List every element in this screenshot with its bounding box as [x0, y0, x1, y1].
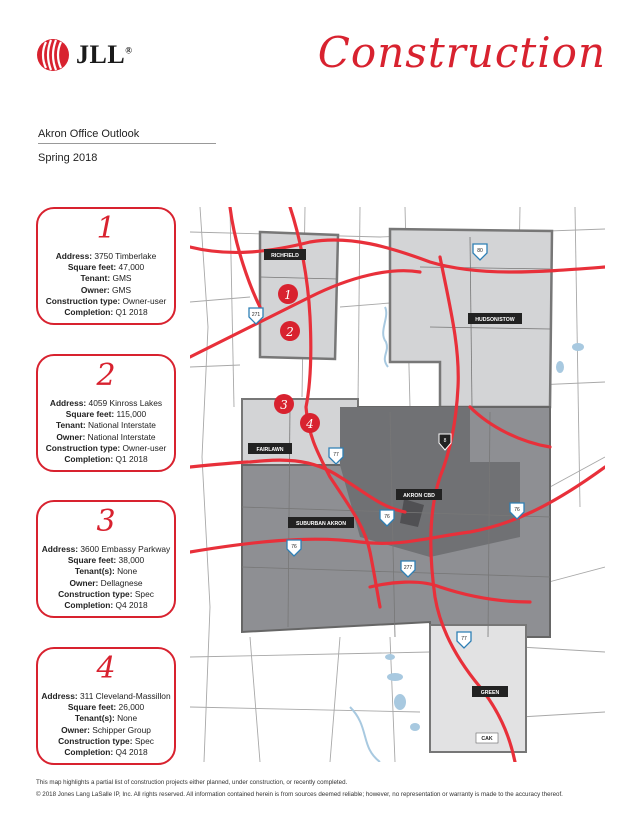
project-owner: Owner: National Interstate	[56, 431, 156, 442]
svg-text:FAIRLAWN: FAIRLAWN	[256, 447, 284, 453]
project-number: 2	[96, 358, 116, 393]
project-card-2	[36, 354, 176, 472]
title-divider	[38, 143, 216, 144]
project-owner: Owner: Schipper Group	[61, 724, 151, 735]
svg-text:77: 77	[461, 636, 467, 642]
project-square-feet: Square feet: 26,000	[67, 702, 145, 713]
project-completion: Completion: Q4 2018	[64, 600, 148, 611]
project-tenant: Tenant: National Interstate	[56, 420, 156, 431]
svg-text:3: 3	[280, 398, 288, 412]
svg-text:4: 4	[306, 417, 314, 431]
project-number: 1	[96, 211, 116, 246]
footer-note: This map highlights a partial list of construction projects either planned, under construction, or recently completed.	[36, 779, 348, 786]
project-square-feet: Square feet: 115,000	[65, 409, 147, 420]
project-marker-2	[280, 321, 300, 341]
svg-text:GREEN: GREEN	[480, 690, 500, 696]
brand-mark: ®	[125, 45, 133, 56]
jll-logo	[36, 38, 132, 72]
project-tenant: Tenant(s): None	[74, 566, 138, 577]
project-construction-type: Construction type: Owner-user	[45, 442, 167, 453]
label-cak	[476, 733, 498, 743]
project-card-3	[36, 500, 176, 618]
project-address: Address: 4059 Kinross Lakes	[49, 398, 163, 408]
report-season: Spring 2018	[38, 152, 98, 164]
svg-text:76: 76	[291, 544, 297, 550]
project-owner: Owner: GMS	[80, 284, 132, 295]
project-card-4	[36, 647, 176, 765]
project-square-feet: Square feet: 38,000	[67, 555, 145, 566]
report-title: Akron Office Outlook	[38, 128, 140, 140]
svg-text:80: 80	[477, 248, 483, 254]
project-completion: Completion: Q4 2018	[64, 747, 148, 758]
project-marker-1	[278, 284, 298, 304]
svg-text:CAK: CAK	[481, 736, 493, 742]
label-richfield	[264, 249, 306, 260]
project-number: 3	[96, 504, 116, 539]
akron-submarket-map	[190, 207, 605, 762]
brand-name: JLL	[76, 40, 126, 69]
svg-text:277: 277	[403, 565, 413, 571]
project-card-1	[36, 207, 176, 325]
svg-text:271: 271	[251, 312, 261, 318]
project-completion: Completion: Q1 2018	[64, 454, 148, 465]
svg-text:SUBURBAN AKRON: SUBURBAN AKRON	[296, 521, 346, 527]
project-construction-type: Construction type: Spec	[58, 588, 154, 599]
project-owner: Owner: Dellagnese	[69, 577, 143, 588]
svg-text:1: 1	[284, 288, 292, 302]
project-marker-4	[300, 413, 320, 433]
project-address: Address: 3600 Embassy Parkway	[41, 544, 171, 554]
project-tenant: Tenant(s): None	[74, 713, 138, 724]
project-tenant: Tenant: GMS	[80, 273, 132, 284]
project-address: Address: 3750 Timberlake	[55, 251, 157, 261]
svg-text:2: 2	[286, 325, 294, 339]
svg-text:76: 76	[514, 507, 520, 513]
project-construction-type: Construction type: Owner-user	[45, 295, 167, 306]
label-suburban-akron	[288, 517, 354, 528]
svg-text:RICHFIELD: RICHFIELD	[271, 253, 299, 259]
label-akron-cbd	[396, 489, 442, 500]
project-number: 4	[96, 651, 116, 686]
label-fairlawn	[248, 443, 292, 454]
project-address: Address: 311 Cleveland-Massillon	[41, 691, 171, 701]
jll-logo-mark	[36, 38, 70, 72]
svg-text:HUDSON/STOW: HUDSON/STOW	[475, 317, 515, 323]
svg-text:8: 8	[443, 438, 447, 444]
page-headline: Construction	[317, 28, 606, 77]
project-marker-3	[274, 394, 294, 414]
footer-copyright: © 2018 Jones Lang LaSalle IP, Inc. All rights reserved. All information contained herein is from sources deemed reliable; however, no representation or warranty is made to the accuracy thereof.	[36, 791, 563, 798]
label-green	[472, 686, 508, 697]
project-completion: Completion: Q1 2018	[64, 307, 148, 318]
svg-text:77: 77	[333, 452, 339, 458]
svg-text:AKRON CBD: AKRON CBD	[403, 493, 435, 499]
project-square-feet: Square feet: 47,000	[67, 262, 145, 273]
label-hudson-stow	[468, 313, 522, 324]
svg-text:76: 76	[384, 514, 390, 520]
project-construction-type: Construction type: Spec	[58, 735, 154, 746]
